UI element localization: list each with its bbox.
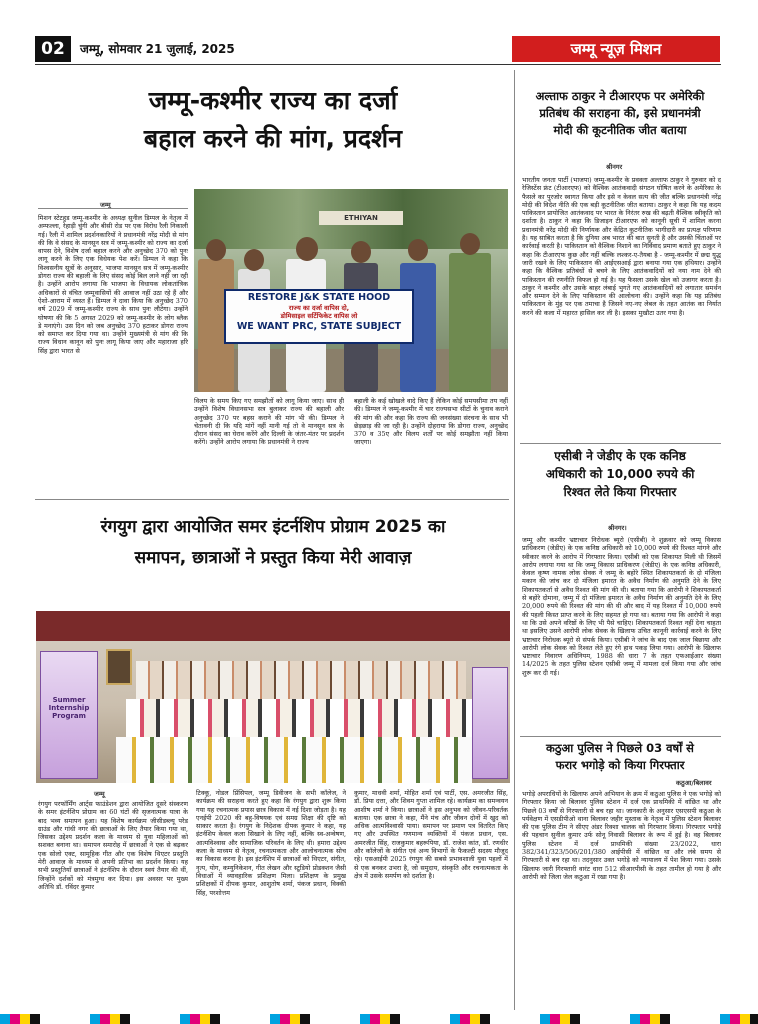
story4-photo [36,611,510,783]
protester-head [408,239,428,261]
story5-place: कठुआ/बिलावर [676,779,712,787]
poster-title2: Internship [48,704,90,712]
page-number-text: 02 [41,39,65,59]
story4-headline-line1: रंगयुग द्वारा आयोजित समर इंटर्नशिप प्रोग्राम 2025 का [100,517,446,537]
internship-poster [40,651,98,779]
banner-line2: राज्य का दर्जा वापिस दो, [288,304,350,312]
poster-title1: Summer [52,696,86,704]
masthead [0,0,758,64]
story4-headline [36,512,510,574]
photo-wall-sign [319,211,403,225]
protester-head [206,239,226,261]
story1-place: जम्मू [100,201,111,209]
story4-col1: रंगयुग परफॉर्मिंग आर्ट्स फाउंडेशन द्वारा आयोजित दूसरे संस्करण के समर इंटर्नशिप प्रोग्राम का 60 घंटों की सृजनात्मक यात्रा के बाद भव्य समापन हुआ। यह विशेष कार्यक्रम जीसीडब्ल्यू परेड ग्राउंड और गांधी नगर की छात्राओं के लिए तैयार किया गया था, जिसका उद्देश्य प्रदर्शन कला के माध्यम से युवा महिलाओं को सशक्त बनाना था। समापन समारोह में छात्राओं ने एक से बढ़कर एक सोलो एक्ट, सामूहिक गीत और एक विशेष थिएटर प्रस्तुति मेरी आवाज़ के माध्यम से अपनी प्रतिभा का प्रदर्शन किया। यह सभी प्रस्तुतियाँ छात्राओं ने इंटर्नशिप के दौरान स्वयं तैयार की थीं, जिन्होंने दर्शकों को मंत्रमुग्ध कर दिया। इस अवसर पर मुख्य अतिथि डॉ. रविंदर कुमार [38,800,188,891]
protest-banner [224,289,414,344]
poster-title3: Program [52,712,86,720]
story2-bottom-rule [520,443,721,444]
story1-place-rule [38,208,188,209]
poster-right [472,667,508,779]
story1-headline [38,82,508,158]
registration-strip [0,1014,758,1024]
page-number [35,36,71,62]
story2-headline-line1: अल्ताफ ठाकुर ने टीआरएफ पर अमेरिकी [535,89,705,103]
story3-bottom-rule [520,736,721,737]
story3-headline-line1: एसीबी ने जेडीए के एक कनिष्ठ [554,449,686,463]
story5-headline-line2: फरार भगोड़े को किया गिरफ्तार [555,758,685,772]
protester-head [244,249,264,271]
story3-headline-line3: रिश्वत लेते किया गिरफ्तार [563,485,677,499]
banner-line4: WE WANT PRC, STATE SUBJECT [236,321,402,332]
story3-headline [519,447,721,501]
photo-sign-text: ETHIYAN [344,214,378,222]
story1-col3: बहाली के कई खोखले वादे किए हैं लेकिन कोई समयसीमा तय नहीं की। डिम्पल ने जम्मू-कश्मीर में चार राज्यसभा सीटों के चुनाव कराने की मांग की और कहा कि राज्य की जनसंख्या संरचना के साथ भी छेड़छाड़ की जा रही है। उन्होंने दोहराया कि डोगरा राज्य, अनुच्छेद 370 व 35ए और विलय शर्तों पर कोई समझौता नहीं किया जाएगा। [354,397,508,447]
story4-col3: कुमार, माधवी शर्मा, मोहित शर्मा एवं पार्टी, एस. अमरजीत सिंह, डॉ. प्रिया दत्ता, और शिवम गुप्ता शामिल रहे। कार्यक्रम का समन्वयन आशीष शर्मा ने किया। छात्राओं ने इस अनुभव को जीवन-परिवर्तक बताया। एक छात्रा ने कहा, मैंने मंच और जीवन दोनों में खुद को अधिक आत्मविश्वासी पाया। समापन पर प्रमाण पत्र वितरित किए गए और उपस्थित गणमान्य व्यक्तियों में पंकज प्रधान, एस. अमरजीत सिंह, राजकुमार बहरूपिया, डॉ. राजेश कांत, डॉ. रणधीर और कॉलेजों के संगीत एवं अन्य विभागों के फैकल्टी सदस्य मौजूद रहे। एसआईपी 2025 रंगयुग की सबसे प्रभावशाली युवा पहलों में से एक बनकर उभरा है, जो समुदाय, संस्कृति और रचनात्मकता के क्षेत्र में उसके समर्पण को दर्शाता है। [354,789,508,880]
story5-body: भगोड़े अपराधियों के खिलाफ अपने अभियान के क्रम में कठुआ पुलिस ने एक भगोड़े को गिरफ्तार किया जो बिलावर पुलिस स्टेशन में दर्ज एक प्राथमिकी में वांछित था और पिछले 03 वर्षों से गिरफ्तारी से बच रहा था। जानकारी के अनुसार एसएसपी कठुआ के पर्यवेक्षण में एसडीपीओ थाना बिलावर जहीर मुस्ताक के नेतृत्व में पुलिस स्टेशन बिलावर की एक पुलिस टीम ने सीएए अंडर रिक्शा चालक को गिरफ्तार किया। गिरफ्तार भगोड़े की पहचान सुनील कुमार उर्फ सोनू निवासी बिलावर के रूप में हुई है। वह बिलावर पुलिस स्टेशन में दर्ज प्राथमिकी संख्या 23/2022, धारा 382/341/323/506/201/380 आईपीसी में वांछित था और लंबे समय से गिरफ्तारी से बच रहा था। तदनुसार उक्त भगोड़े को न्यायालय में पेश किया गया। उसके खिलाफ जारी गिरफ्तारी वारंट धारा 512 सीआरपीसी के तहत तामील हो गया है और आरोपी को जिला जेल कठुआ में रखा गया है। [522,790,721,881]
protester-head [351,241,371,263]
story2-body: भारतीय जनता पार्टी (भाजपा) जम्मू-कश्मीर के प्रवक्ता अल्ताफ ठाकुर ने गुरुवार को द रेजिस्टेंस फ्रंट (टीआरएफ) को वैश्विक आतंकवादी संगठन घोषित करने के अमेरिका के फैसले का पुरजोर स्वागत किया और इसे न केवल सत्य की जीत बल्कि प्रधानमंत्री नरेंद्र मोदी की विदेश नीति की एक बड़ी कूटनीतिक जीत बताया। ठाकुर ने कहा कि यह कदम पाकिस्तान प्रायोजित आतंकवाद पर भारत के निरंतर रुख की बढ़ती वैश्विक स्वीकृति को दर्शाता है। ठाकुर ने कहा कि डिजाइन टीआरएफ को कानूनी सूची में शामिल करना प्रधानमंत्री नरेंद्र मोदी की निर्णायक और केंद्रित कूटनीतिक भागीदारी का प्रत्यक्ष परिणाम है। यह साबित करता है कि दुनिया अब भारत की बात सुनती है और उसकी चिंताओं पर कार्रवाई करती है। पाकिस्तान को वैश्विक निशाने का निर्विवाद प्रमाण बताते हुए ठाकुर ने कहा कि टीआरएफ कुछ और नहीं बल्कि लश्कर-ए-तैयबा है - जम्मू-कश्मीर में छद्म युद्ध जारी रखने के लिए पाकिस्तान की आईएसआई द्वारा बनाया गया एक हथियार। उन्होंने कहा कि वैश्विक प्रतिबंधों से बचने के लिए आतंकवादियों को नया नाम देने की पाकिस्तान की रणनीति विफल हो गई है। यह फैसला उसके खेल को उजागर करता है। ठाकुर ने कश्मीर और उसके बाहर लंबाई भुगते गए आतंकवादियों को लगातार समर्थन और सम्मान देने के लिए पाकिस्तान की आलोचना की। उन्होंने कहा कि यह प्रतिबंध पाकिस्तान के मुंह पर एक तमाचा है जिसने नए-नए लेबल के तहत आतंक का निर्यात करने की कला में महारत हासिल कर ली है। इसका मुखौटा उतर गया है। [522,176,721,317]
photo-stage-curtain [36,611,510,641]
protester [449,253,491,392]
story1-col1: मिशन स्टेटहुड जम्मू-कश्मीर के अध्यक्ष सुनील डिम्पल के नेतृत्व में अम्फल्ला, रेहाड़ी चुंगी और बीसी रोड पर एक विरोध रैली निकाली गई। रैली में शामिल प्रदर्शनकारियों ने प्रधानमंत्री नरेंद्र मोदी से मांग की कि वे संसद के मानसून सत्र में जम्मू-कश्मीर को राज्य का दर्जा वापस देने, विशेष दर्जा बहाल करने और अनुच्छेद 370 को पुनः लागू करने के लिए एक विधेयक पेश करें। डिम्पल ने कहा कि विश्वसनीय सूत्रों के अनुसार, भाजपा मानसून सत्र में जम्मू-कश्मीर डोगरा राज्य की बहाली के लिए संसद कोई बिल लाने नहीं जा रही है। उन्होंने आरोप लगाया कि भाजपा के विधायक लोकतांत्रिक अधिकारों से वंचित जम्मूवासियों की आवाज नहीं उठा रहे हैं और ऐशो-आराम में व्यस्त हैं। डिम्पल ने दावा किया कि अनुच्छेद 370 वर्ष 2029 में जम्मू-कश्मीर राज्य के साथ पुनः लौटेगा। उन्होंने घोषणा की कि 5 अगस्त 2029 को जम्मू-कश्मीर के लोग ब्लैक डे मनाएंगे। उस दिन को जब अनुच्छेद 370 हटाकर डोगरा राज्य को समाप्त कर दिया गया था। उन्होंने मुख्यमंत्री से मांग की कि राज्य विधान कानून को पुनः लागू किया जाए और महाराजा हरि सिंह द्वारा भारत से [38,214,188,355]
banner-line1: RESTORE J&K STATE HOOD [247,292,391,303]
story1-headline-line1: जम्मू-कश्मीर राज्य का दर्जा [148,86,398,115]
story2-place: श्रीनगर [606,163,623,171]
paper-name: जम्मू न्यूज़ मिशन [570,40,662,58]
banner-line3: डोमिसाइल सर्टिफिकेट वापिस लो [280,312,358,320]
story1-headline-line2: बहाल करने की मांग, प्रदर्शन [143,124,403,153]
masthead-rule [35,64,721,65]
story2-headline-line2: प्रतिबंध की सराहना की, इसे प्रधानमंत्री [539,106,701,120]
protester-head [460,233,480,255]
protester-head [296,237,318,261]
story5-headline-line1: कठुआ पुलिस ने पिछले 03 वर्षों से [546,741,694,755]
story2-headline-line3: मोदी की कूटनीतिक जीत बताया [553,123,687,137]
story3-body: जम्मू और कश्मीर भ्रष्टाचार निरोधक ब्यूरो (एसीबी) ने शुक्रवार को जम्मू विकास प्राधिकरण (जेडीए) के एक कनिष्ठ अधिकारी को 10,000 रुपये की रिश्वत मांगने और स्वीकार करने के आरोप में गिरफ्तार किया। एसीबी को एक शिकायत मिली थी जिसमें आरोप लगाया गया था कि जम्मू विकास प्राधिकरण (जेडीए) के एक कनिष्ठ अधिकारी, केवल कृष्ण नामक लोक सेवक ने जम्मू के बहोरे स्थित शिकायतकर्ता के दो मंजिला मकान की जांच कर दो मंजिला इमारत के अवैध निर्माण की अनुमति देने के लिए शिकायतकर्ता से अवैध रिश्वत की मांग की थी। बताया गया कि आरोपी ने शिकायतकर्ता से बहोरे दोमाना, जम्मू में दो मंजिला इमारत के अवैध निर्माण की अनुमति देने के लिए 20,000 रुपये की रिश्वत की मांग की थी और बाद में यह रिश्वत में 10,000 रुपये की पहली किस्त प्राप्त करने के लिए सहमत हो गया था। बताया गया कि आरोपी ने कहा था कि उसे अपने वरिष्ठों के लिए भी पैसे चाहिए। शिकायतकर्ता रिश्वत नहीं देना चाहता था इसलिए उसने आरोपी लोक सेवक के खिलाफ उचित कानूनी कार्रवाई करने के लिए भ्रष्टाचार निरोधक ब्यूरो से संपर्क किया। एसीबी ने जांच के बाद एक जाल बिछाया और आरोपी लोक सेवक को रिश्वत लेते हुए रंगे हाथ पकड़ लिया गया। आरोपी के खिलाफ भ्रष्टाचार निवारण अधिनियम, 1988 की धारा 7 के तहत एफआईआर संख्या 14/2025 के तहत पुलिस स्टेशन एसीबी जम्मू में मामला दर्ज किया गया और जांच शुरू कर दी गई। [522,536,721,677]
story4-col2: टिक्कू, नोडल प्रिंसिपल, जम्मू डिवीजन के सभी कॉलेज, ने कार्यक्रम की सराहना करते हुए कहा कि रंगयुग द्वारा शुरू किया गया यह रचनात्मक प्रयास छात्र विकास में नई दिशा जोड़ता है। यह एनईपी 2020 की बहु-विषयक एवं समग्र शिक्षा की दृष्टि को साकार करता है। रंगयुग के निदेशक दीपक कुमार ने कहा, यह इंटर्नशिप केवल कला सिखाने के लिए नहीं, बल्कि स्व-अन्वेषण, आत्मविश्वास और सामाजिक परिवर्तन के लिए थी। हमारा उद्देश्य कला के माध्यम से नेतृत्व, रचनात्मकता और आलोचनात्मक सोच का विकास करना है। इस इंटर्नशिप में छात्राओं को थिएटर, संगीत, नृत्य, योग, कम्युनिकेशन, गीत लेखन और स्टूडियो प्रोडक्शन जैसी विधाओं में व्यावहारिक प्रशिक्षण मिला। प्रशिक्षण के प्रमुख प्रशिक्षकों में दीपक कुमार, आशुतोष शर्मा, पंकज प्रधान, विक्की सिंह, परशोत्तम [196,789,346,897]
story4-headline-line2: समापन, छात्राओं ने प्रस्तुत किया मेरी आवाज़ [134,548,412,568]
photo-portrait [106,649,132,685]
paper-name-box [512,36,720,62]
story3-place: श्रीनगर। [608,524,627,532]
story1-bottom-rule [35,499,509,500]
dateline: जम्मू, सोमवार 21 जुलाई, 2025 [80,42,235,56]
column-divider [514,70,515,1010]
students-front-row [116,737,472,783]
story4-place: जम्मू [94,790,105,798]
story1-col2: विलय के समय किए गए समझौतों को लागू किया जाए। साथ ही उन्होंने विशेष विधानसभा सत्र बुलाकर राज्य की बहाली और अनुच्छेद 370 पर बहस कराने की मांग भी की। डिम्पल ने चेतावनी दी कि यदि मांगें नहीं मानी गई तो वे मानसून सत्र के दौरान संसद का घेराव करेंगे और दिल्ली के जंतर-मंतर पर प्रदर्शन करेंगे। उन्होंने आरोप लगाया कि प्रधानमंत्री ने राज्य [194,397,344,447]
story2-headline [519,88,721,139]
students-back-row [136,661,466,701]
story3-headline-line2: अधिकारी को 10,000 रुपये की [545,467,695,481]
story1-photo [194,189,508,392]
students-middle-row [126,699,472,739]
story5-headline [519,740,721,774]
